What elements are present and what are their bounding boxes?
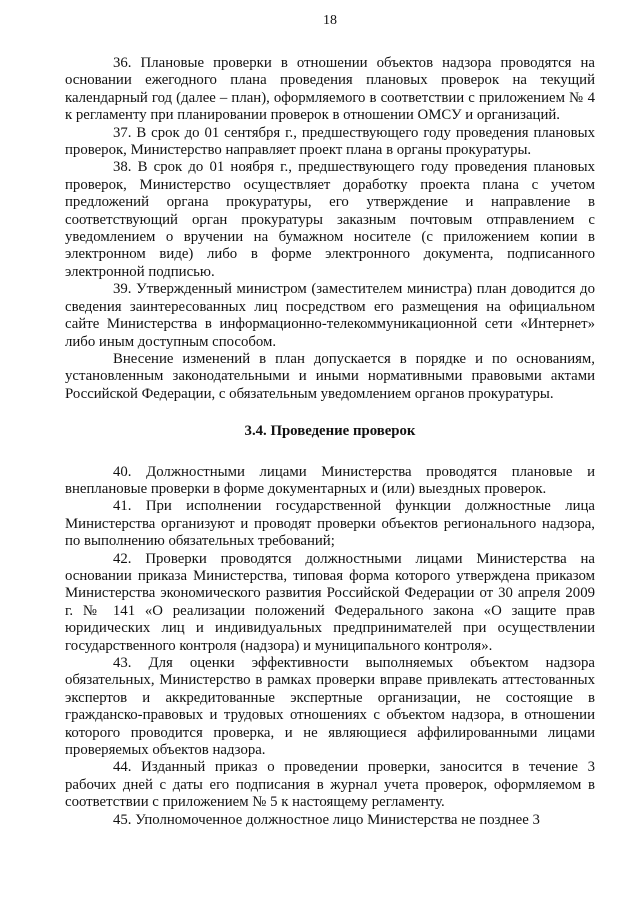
paragraph-40: 40. Должностными лицами Министерства проводятся плановые и внеплановые проверки в форме документарных и (или) выездных проверок. xyxy=(65,463,595,497)
paragraph-42: 42. Проверки проводятся должностными лицами Министерства на основании приказа Министерства, типовая форма которого утверждена приказом Министерства экономического развития Российской Федерации от 30 апреля 2009 г. № 141 «О реализации положений Федерального закона «О защите прав юридических лиц и индивидуальных предпринимателей при осуществлении государственного контроля (надзора) и муниципального контроля». xyxy=(65,550,595,654)
paragraph-36: 36. Плановые проверки в отношении объектов надзора проводятся на основании ежегодного плана проведения плановых проверок на текущий календарный год (далее – план), оформляемого в соответствии с приложением № 4 к регламенту при планировании проверок в отношении ОМСУ и организаций. xyxy=(65,55,595,124)
paragraph-39: 39. Утвержденный министром (заместителем министра) план доводится до сведения заинтересованных лиц посредством его размещения на официальном сайте Министерства в информационно-телекоммуникационной сети «Интернет» либо иным доступным способом. xyxy=(65,281,595,350)
paragraph-plan-changes: Внесение изменений в план допускается в порядке и по основаниям, установленным законодательными и иными нормативными правовыми актами Российской Федерации, с обязательным уведомлением органов прокуратуры. xyxy=(65,350,595,402)
paragraph-41: 41. При исполнении государственной функции должностные лица Министерства организуют и проводят проверки объектов регионального надзора, по выполнению обязательных требований; xyxy=(65,498,595,550)
paragraph-37: 37. В срок до 01 сентября г., предшествующего году проведения плановых проверок, Министерство направляет проект плана в органы прокуратуры. xyxy=(65,124,595,159)
section-title: 3.4. Проведение проверок xyxy=(244,423,416,440)
paragraph-44: 44. Изданный приказ о проведении проверки, заносится в течение 3 рабочих дней с даты его подписания в журнал учета проверок, оформляемом в соответствии с приложением № 5 к настоящему регламенту. xyxy=(65,759,595,811)
page-number: 18 xyxy=(323,13,337,28)
paragraph-43: 43. Для оценки эффективности выполняемых объектом надзора обязательных, Министерство в рамках проверки вправе привлекать аттестованных экспертов и аккредитованные экспертные организации, не состоящие в гражданско-правовых и трудовых отношениях с объектом надзора, в отношении которого проводится проверка, и не являющиеся аффилированными лицами проверяемых объектов надзора. xyxy=(65,655,595,759)
paragraph-38: 38. В срок до 01 ноября г., предшествующего году проведения плановых проверок, Министерство осуществляет доработку проекта плана с учетом предложений органа прокуратуры, его утверждение и направление в соответствующий орган прокуратуры заказным почтовым отправлением с уведомлением о вручении на бумажном носителе (с приложением копии в электронном виде) либо в форме электронного документа, подписанного электронной подписью. xyxy=(65,159,595,280)
paragraph-45: 45. Уполномоченное должностное лицо Министерства не позднее 3 xyxy=(113,811,540,828)
